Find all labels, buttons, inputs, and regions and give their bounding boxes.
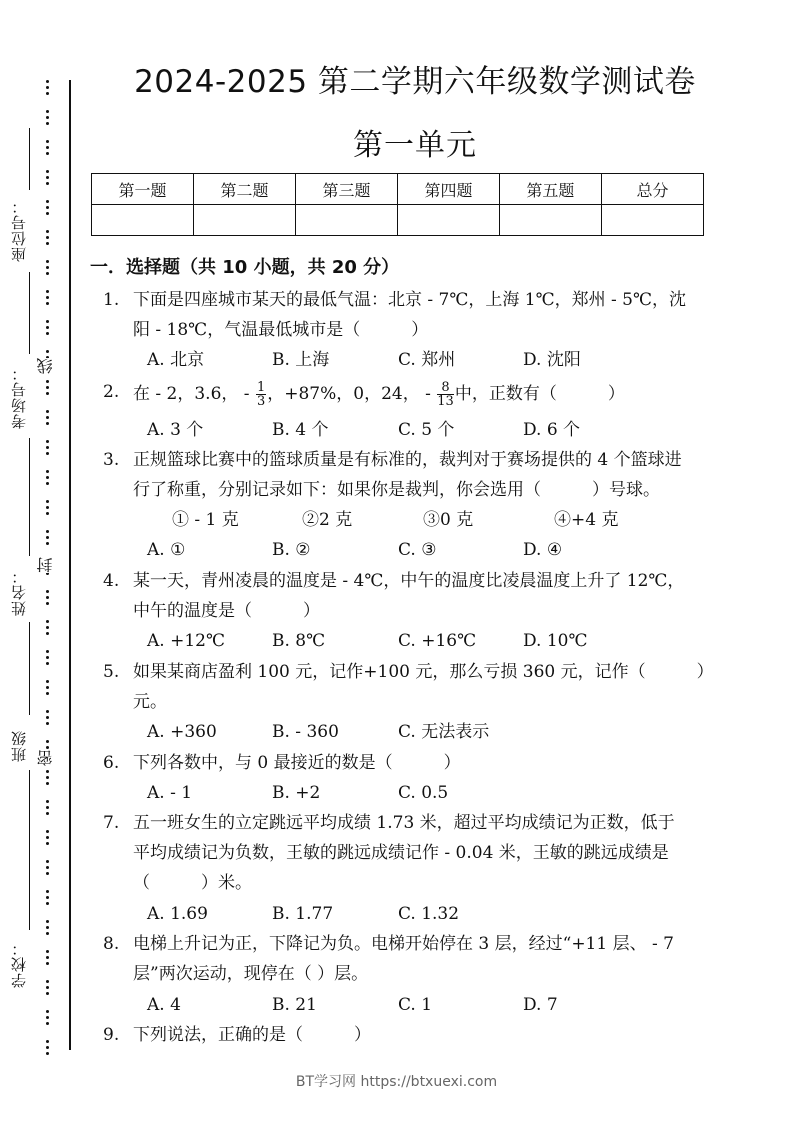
score-cell-q4[interactable] — [397, 205, 499, 236]
seat-number-label: 座位号： — [10, 198, 28, 262]
dot-group — [46, 830, 50, 848]
name-label: 姓名： — [10, 568, 28, 616]
question-number: 4. — [103, 571, 120, 591]
dot-group — [46, 470, 50, 488]
record-1: ① - 1 克 — [172, 510, 239, 530]
question-text-line: （ ）米。 — [133, 873, 252, 893]
score-table-header-row — [92, 174, 704, 205]
question-text-line: 如果某商店盈利 100 元，记作+100 元，那么亏损 360 元，记作（ ） — [133, 662, 714, 682]
fraction-numerator: 8 — [437, 381, 454, 395]
class-label: 班级 — [10, 730, 28, 762]
score-cell-q3[interactable] — [295, 205, 397, 236]
score-header-q3: 第三题 — [295, 174, 397, 205]
dot-group — [46, 1010, 50, 1028]
question-number: 7. — [103, 813, 120, 833]
dot-group — [46, 230, 50, 248]
dot-group — [46, 650, 50, 668]
option-b[interactable]: B. 上海 — [272, 350, 330, 370]
binding-rule — [69, 80, 71, 1050]
school-label: 学校： — [10, 940, 28, 988]
page-subtitle: 第一单元 — [353, 128, 477, 163]
record-4: ④+4 克 — [554, 510, 619, 530]
option-a[interactable]: A. 4 — [147, 995, 181, 1015]
score-cell-q5[interactable] — [499, 205, 601, 236]
option-c[interactable]: C. 0.5 — [398, 783, 449, 803]
seal-char-feng: 封 — [38, 557, 58, 573]
dot-group — [46, 1040, 50, 1058]
dot-group — [46, 110, 50, 128]
option-a[interactable]: A. 1.69 — [147, 904, 208, 924]
option-b[interactable]: B. ② — [272, 540, 311, 560]
dot-group — [46, 410, 50, 428]
option-b[interactable]: B. 8℃ — [272, 631, 326, 651]
question-text-line: 下列各数中，与 0 最接近的数是（ ） — [133, 753, 461, 773]
dot-group — [46, 680, 50, 698]
fraction-numerator: 1 — [256, 380, 266, 395]
score-cell-q1[interactable] — [92, 205, 194, 236]
name-field[interactable] — [29, 622, 30, 715]
option-c[interactable]: C. 1 — [398, 995, 433, 1015]
dot-group — [46, 260, 50, 278]
question-number: 9. — [103, 1025, 120, 1045]
option-b[interactable]: B. +2 — [272, 783, 321, 803]
dot-group — [46, 800, 50, 818]
dot-group — [46, 200, 50, 218]
option-d[interactable]: D. 6 个 — [523, 420, 581, 440]
exam-room-field[interactable] — [29, 272, 30, 354]
seal-char-xian: 线 — [38, 358, 58, 374]
option-c[interactable]: C. 1.32 — [398, 904, 460, 924]
dot-group — [46, 980, 50, 998]
question-text-line: 正规篮球比赛中的篮球质量是有标准的，裁判对于赛场提供的 4 个篮球进 — [133, 450, 682, 470]
dot-group — [46, 950, 50, 968]
dot-group — [46, 620, 50, 638]
question-text-line: 行了称重，分别记录如下：如果你是裁判，你会选用（ ）号球。 — [133, 480, 660, 500]
score-header-q5: 第五题 — [499, 174, 601, 205]
dot-group — [46, 770, 50, 788]
question-text-line: 电梯上升记为正，下降记为负。电梯开始停在 3 层，经过“+11 层、 - 7 — [133, 934, 674, 954]
score-header-q1: 第一题 — [92, 174, 194, 205]
question-text-line — [133, 381, 625, 408]
question-text-line: 层”两次运动，现停在（ ）层。 — [133, 964, 369, 984]
option-c[interactable]: C. 无法表示 — [398, 722, 490, 742]
dot-group — [46, 440, 50, 458]
dot-group — [46, 290, 50, 308]
dot-group — [46, 890, 50, 908]
fraction-denominator: 13 — [437, 394, 454, 409]
question-text-line: 平均成绩记为负数，王敏的跳远成绩记作 - 0.04 米，王敏的跳远成绩是 — [133, 843, 669, 863]
record-3: ③0 克 — [423, 510, 474, 530]
dot-group — [46, 860, 50, 878]
option-b[interactable]: B. 1.77 — [272, 904, 334, 924]
score-cell-total[interactable] — [601, 205, 703, 236]
option-a[interactable]: A. +360 — [147, 722, 217, 742]
question-text-line: 中午的温度是（ ） — [133, 601, 320, 621]
question-text-line: 阳 - 18℃，气温最低城市是（ ） — [133, 320, 429, 340]
question-number: 2. — [103, 382, 120, 402]
option-d[interactable]: D. 7 — [523, 995, 558, 1015]
option-a[interactable]: A. 3 个 — [147, 420, 204, 440]
option-c[interactable]: C. 5 个 — [398, 420, 455, 440]
question-number: 6. — [103, 753, 120, 773]
option-c[interactable]: C. 郑州 — [398, 350, 456, 370]
option-b[interactable]: B. 4 个 — [272, 420, 329, 440]
question-text: ，+87%，0，24， - — [267, 384, 437, 404]
score-table-value-row — [92, 205, 704, 236]
fraction-eight-thirteenths — [437, 381, 454, 408]
seal-char-mi: 密 — [38, 750, 58, 766]
fraction-denominator: 3 — [256, 394, 266, 409]
question-text: 中，正数有（ ） — [454, 384, 625, 404]
question-number: 1. — [103, 290, 120, 310]
dot-group — [46, 140, 50, 158]
fraction-one-third — [256, 381, 266, 408]
question-text-line: 元。 — [133, 692, 167, 712]
question-text-line: 五一班女生的立定跳远平均成绩 1.73 米，超过平均成绩记为正数，低于 — [133, 813, 675, 833]
seat-number-field[interactable] — [29, 128, 30, 190]
option-c[interactable]: C. ③ — [398, 540, 437, 560]
dot-group — [46, 320, 50, 338]
dot-group — [46, 920, 50, 938]
class-field[interactable] — [29, 770, 30, 930]
option-a[interactable]: A. +12℃ — [147, 631, 225, 651]
score-header-q2: 第二题 — [193, 174, 295, 205]
option-a[interactable]: A. ① — [147, 540, 186, 560]
score-table — [91, 173, 704, 236]
option-d[interactable]: D. 10℃ — [523, 631, 588, 651]
question-text-line: 下面是四座城市某天的最低气温：北京 - 7℃，上海 1℃，郑州 - 5℃，沈 — [133, 290, 687, 310]
page-title: 2024-2025 第二学期六年级数学测试卷 — [134, 64, 696, 100]
question-text-line: 某一天，青州凌晨的温度是 - 4℃，中午的温度比凌晨温度上升了 12℃， — [133, 571, 685, 591]
dot-group — [46, 380, 50, 398]
option-a[interactable]: A. - 1 — [147, 783, 193, 803]
question-text: 在 - 2，3.6， - — [133, 384, 255, 404]
dot-group — [46, 530, 50, 548]
option-d[interactable]: D. 沈阳 — [523, 350, 581, 370]
question-number: 8. — [103, 934, 120, 954]
section-title: 一．选择题（共 10 小题，共 20 分） — [90, 257, 400, 278]
question-number: 3. — [103, 450, 120, 470]
question-number: 5. — [103, 662, 120, 682]
dot-group — [46, 500, 50, 518]
name-field-upper[interactable] — [29, 438, 30, 556]
record-2: ②2 克 — [302, 510, 353, 530]
dot-group — [46, 170, 50, 188]
dot-group — [46, 590, 50, 608]
exam-room-label: 考场号： — [10, 365, 28, 429]
dot-group — [46, 710, 50, 728]
footer-watermark: BT学习网 https://btxuexi.com — [295, 1074, 498, 1090]
score-header-q4: 第四题 — [397, 174, 499, 205]
option-b[interactable]: B. - 360 — [272, 722, 339, 742]
option-b[interactable]: B. 21 — [272, 995, 317, 1015]
question-text-line: 下列说法，正确的是（ ） — [133, 1025, 371, 1045]
score-cell-q2[interactable] — [193, 205, 295, 236]
option-c[interactable]: C. +16℃ — [398, 631, 477, 651]
option-d[interactable]: D. ④ — [523, 540, 563, 560]
option-a[interactable]: A. 北京 — [147, 350, 205, 370]
dot-group — [46, 80, 50, 98]
score-header-total: 总分 — [601, 174, 703, 205]
